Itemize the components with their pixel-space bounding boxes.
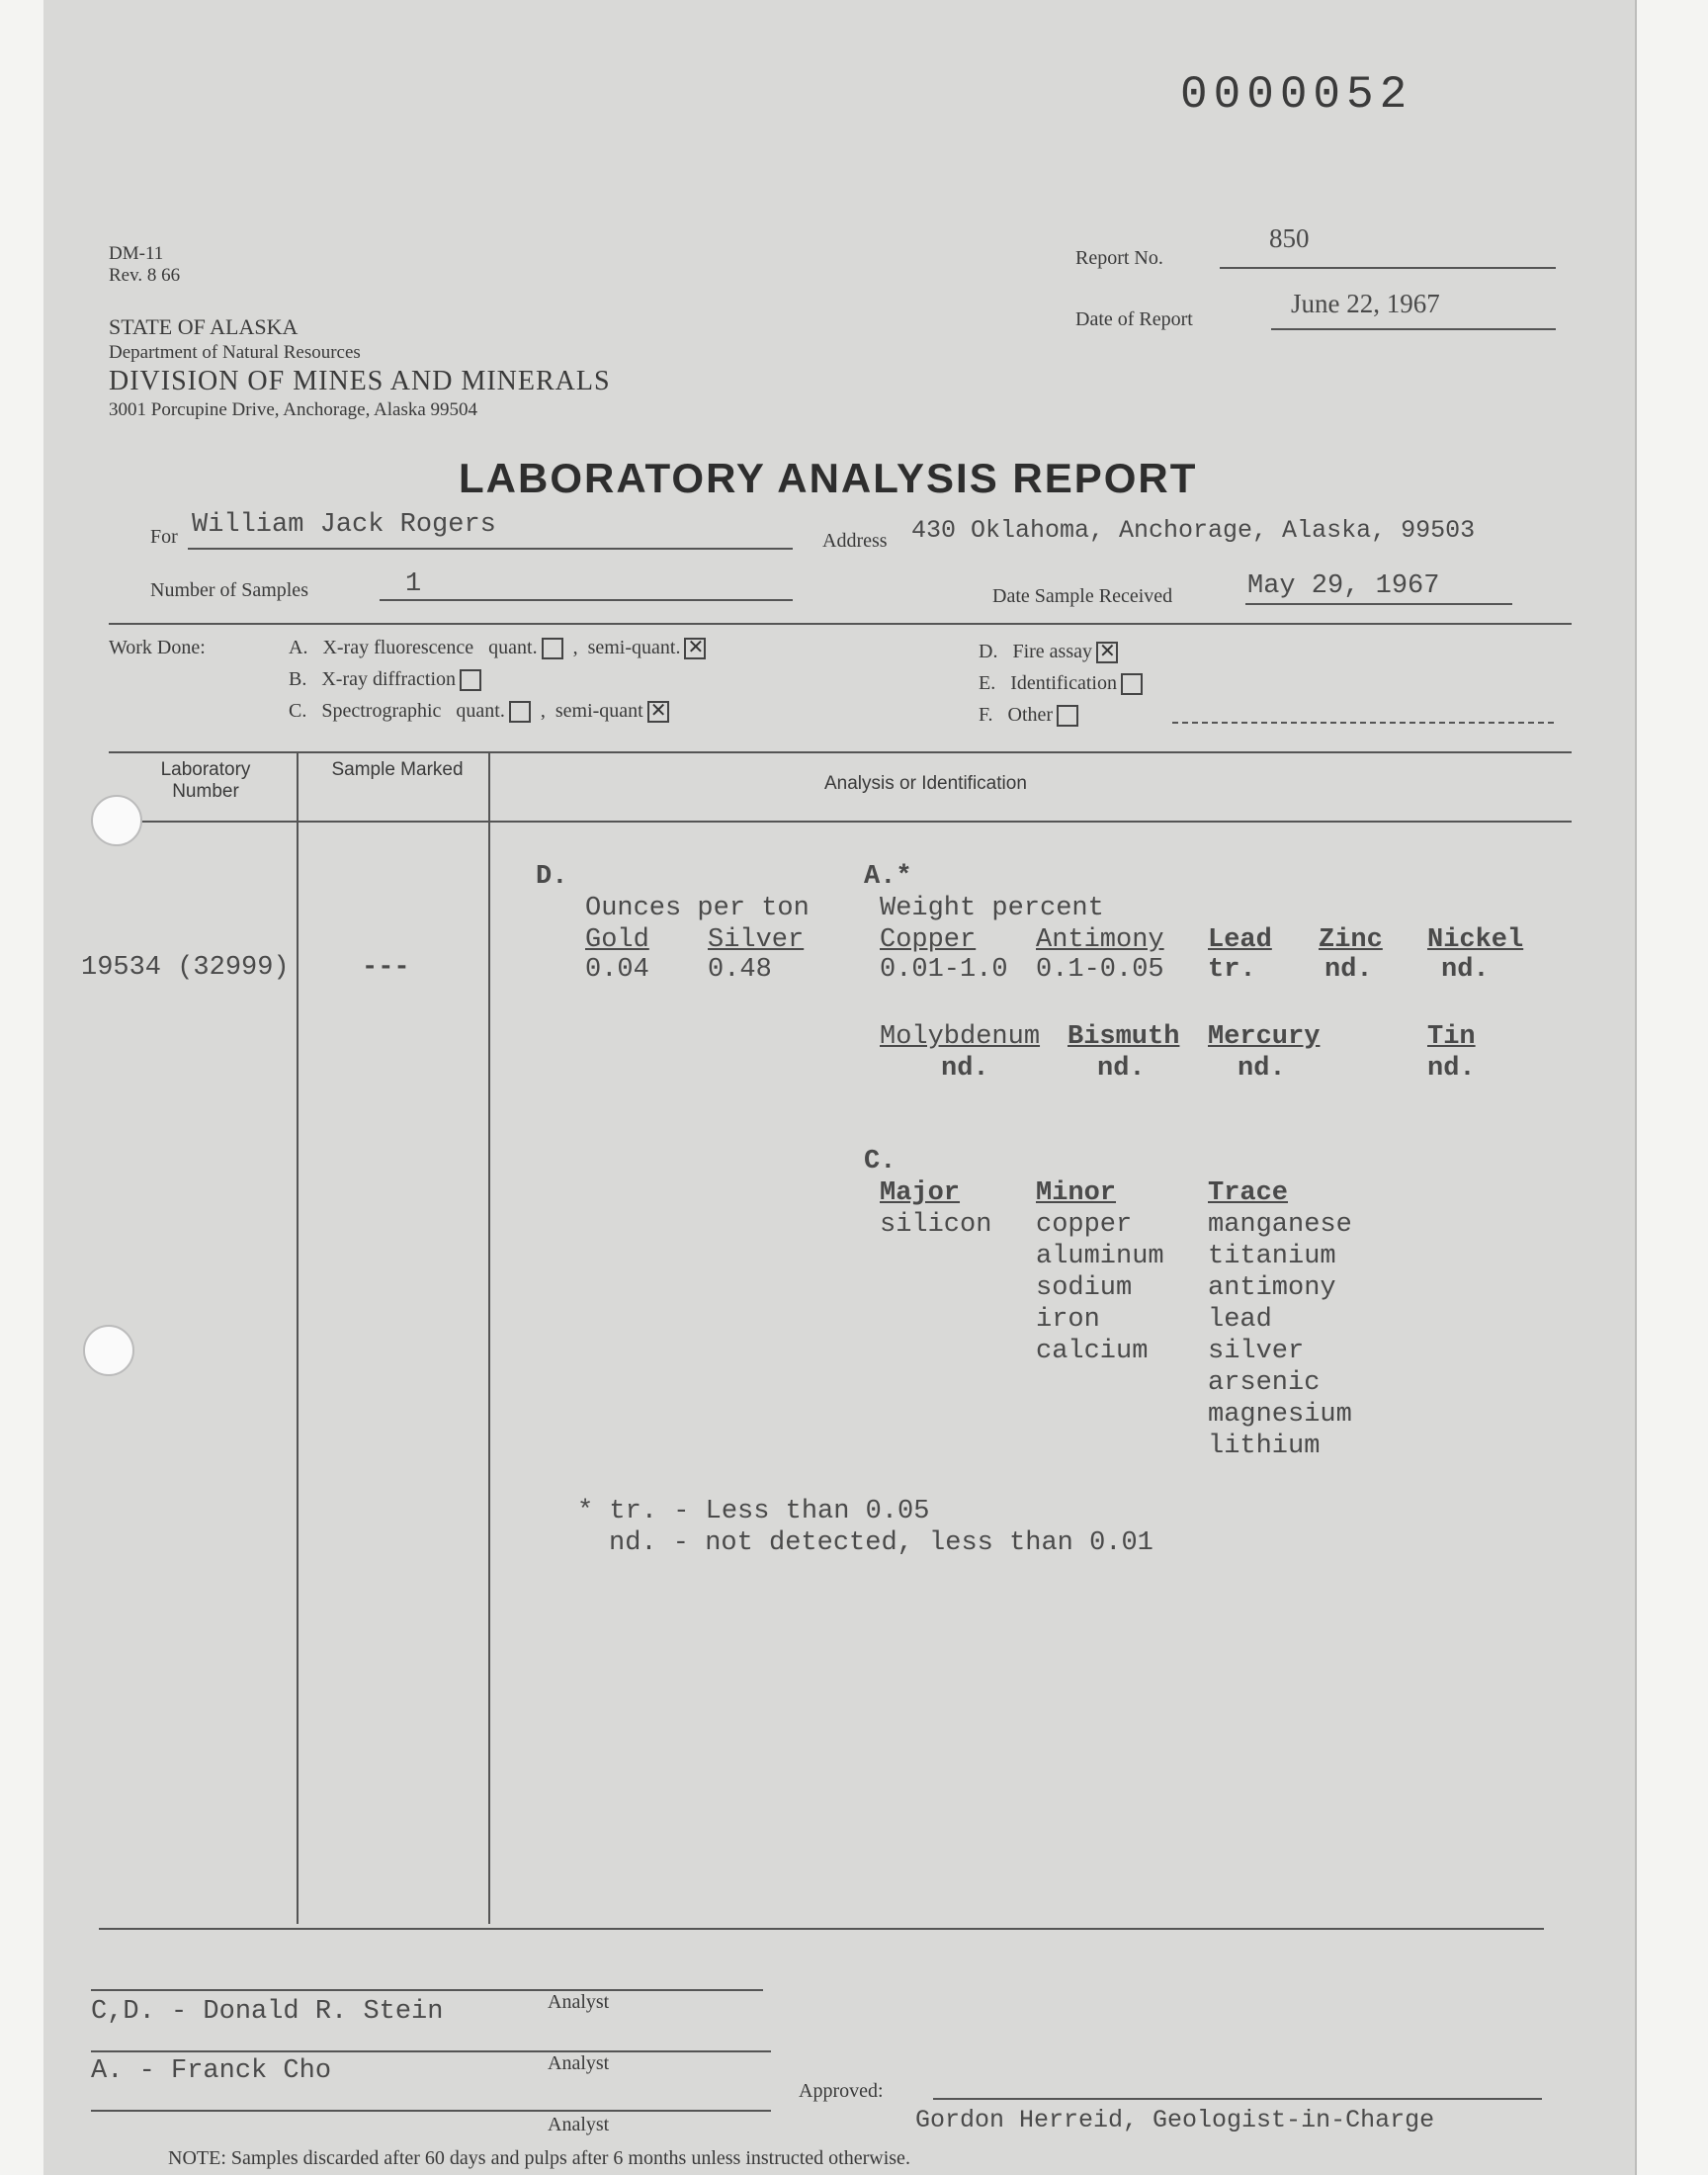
minor-item: iron <box>1036 1305 1100 1335</box>
footer-note: NOTE: Samples discarded after 60 days and pulps after 6 months unless instructed otherwise. <box>168 2147 910 2169</box>
f-checkbox[interactable] <box>1057 705 1078 727</box>
section-d-label: D. <box>536 862 568 892</box>
col-header-sample-marked: Sample Marked <box>331 759 464 780</box>
section-c-label: C. <box>864 1147 897 1176</box>
gold-value: 0.04 <box>585 955 649 985</box>
analyst-label-2: Analyst <box>548 2052 610 2074</box>
address-value: 430 Oklahoma, Anchorage, Alaska, 99503 <box>911 516 1476 545</box>
tin-header: Tin <box>1427 1022 1476 1052</box>
work-done-label: Work Done: <box>109 637 206 658</box>
trace-item: antimony <box>1208 1273 1336 1303</box>
analyst-2: A. - Franck Cho <box>91 2056 332 2086</box>
b-checkbox[interactable] <box>460 669 481 691</box>
bismuth-value: nd. <box>1097 1054 1146 1084</box>
agency-address: 3001 Porcupine Drive, Anchorage, Alaska 99504 <box>109 399 478 420</box>
analyst-label-1: Analyst <box>548 1991 610 2013</box>
footnote-nd: nd. - not detected, less than 0.01 <box>609 1528 1153 1558</box>
report-date-value: June 22, 1967 <box>1291 289 1440 318</box>
report-number-label: Report No. <box>1075 247 1163 269</box>
received-label: Date Sample Received <box>992 585 1173 607</box>
minor-item: calcium <box>1036 1337 1149 1366</box>
footnote-tr: * tr. - Less than 0.05 <box>577 1497 930 1526</box>
work-d: D. Fire assay✕ <box>979 641 1118 663</box>
section-d-heading: Ounces per ton <box>585 894 810 923</box>
row-sample-marked: --- <box>362 953 410 983</box>
for-value: William Jack Rogers <box>192 510 496 540</box>
address-label: Address <box>822 530 888 552</box>
bismuth-header: Bismuth <box>1068 1022 1180 1052</box>
samples-value: 1 <box>405 569 422 599</box>
approved-label: Approved: <box>799 2080 884 2102</box>
col-header-analysis: Analysis or Identification <box>824 773 1027 794</box>
minor-item: sodium <box>1036 1273 1133 1303</box>
major-item: silicon <box>880 1210 992 1240</box>
work-b: B. X-ray diffraction <box>289 668 481 691</box>
trace-item: arsenic <box>1208 1368 1321 1398</box>
minor-header: Minor <box>1036 1178 1117 1208</box>
nickel-header: Nickel <box>1427 925 1524 955</box>
work-a: A. X-ray fluorescence quant. , semi-quant.✕ <box>289 637 706 659</box>
c-semi-checkbox[interactable] <box>647 701 669 723</box>
col-header-lab-number: Laboratory Number <box>160 759 251 802</box>
molybdenum-header: Molybdenum <box>880 1022 1041 1052</box>
silver-header: Silver <box>708 925 805 955</box>
received-value: May 29, 1967 <box>1247 571 1440 601</box>
analyst-1: C,D. - Donald R. Stein <box>91 1997 444 2027</box>
lead-header: Lead <box>1208 925 1272 955</box>
a-semi-checkbox[interactable] <box>684 638 706 659</box>
mercury-value: nd. <box>1238 1054 1286 1084</box>
work-e: E. Identification <box>979 672 1143 695</box>
silver-value: 0.48 <box>708 955 772 985</box>
trace-item: titanium <box>1208 1242 1336 1271</box>
major-header: Major <box>880 1178 961 1208</box>
trace-item: lithium <box>1208 1432 1321 1461</box>
molybdenum-value: nd. <box>941 1054 989 1084</box>
d-checkbox[interactable] <box>1096 642 1118 663</box>
nickel-value: nd. <box>1441 955 1490 985</box>
copper-header: Copper <box>880 925 977 955</box>
trace-item: manganese <box>1208 1210 1352 1240</box>
a-quant-checkbox[interactable] <box>542 638 563 659</box>
row-lab-number: 19534 (32999) <box>81 953 290 983</box>
gold-header: Gold <box>585 925 649 955</box>
document-page <box>43 0 1637 2175</box>
mercury-header: Mercury <box>1208 1022 1321 1052</box>
zinc-value: nd. <box>1324 955 1373 985</box>
work-f: F. Other <box>979 704 1078 727</box>
work-c: C. Spectrographic quant. , semi-quant✕ <box>289 700 669 723</box>
report-number-value: 850 <box>1269 223 1310 253</box>
punch-hole <box>91 795 142 846</box>
trace-header: Trace <box>1208 1178 1289 1208</box>
zinc-header: Zinc <box>1319 925 1383 955</box>
page-title: LABORATORY ANALYSIS REPORT <box>459 455 1198 501</box>
minor-item: copper <box>1036 1210 1133 1240</box>
agency-state: STATE OF ALASKA <box>109 314 299 339</box>
punch-hole <box>83 1325 134 1376</box>
c-quant-checkbox[interactable] <box>509 701 531 723</box>
samples-label: Number of Samples <box>150 579 308 601</box>
agency-division: DIVISION OF MINES AND MINERALS <box>109 366 611 396</box>
e-checkbox[interactable] <box>1121 673 1143 695</box>
copper-value: 0.01-1.0 <box>880 955 1008 985</box>
report-date-label: Date of Report <box>1075 308 1193 330</box>
for-label: For <box>150 526 178 548</box>
serial-number: 0000052 <box>1180 69 1413 121</box>
minor-item: aluminum <box>1036 1242 1164 1271</box>
trace-item: magnesium <box>1208 1400 1352 1430</box>
antimony-value: 0.1-0.05 <box>1036 955 1164 985</box>
section-a-label: A.* <box>864 862 912 892</box>
lead-value: tr. <box>1208 955 1256 985</box>
agency-department: Department of Natural Resources <box>109 342 361 363</box>
form-code: DM-11 <box>109 243 164 264</box>
section-a-heading: Weight percent <box>880 894 1104 923</box>
trace-item: lead <box>1208 1305 1272 1335</box>
tin-value: nd. <box>1427 1054 1476 1084</box>
analyst-label-3: Analyst <box>548 2114 610 2135</box>
form-rev: Rev. 8 66 <box>109 265 181 286</box>
approved-value: Gordon Herreid, Geologist-in-Charge <box>915 2106 1435 2134</box>
antimony-header: Antimony <box>1036 925 1164 955</box>
trace-item: silver <box>1208 1337 1305 1366</box>
